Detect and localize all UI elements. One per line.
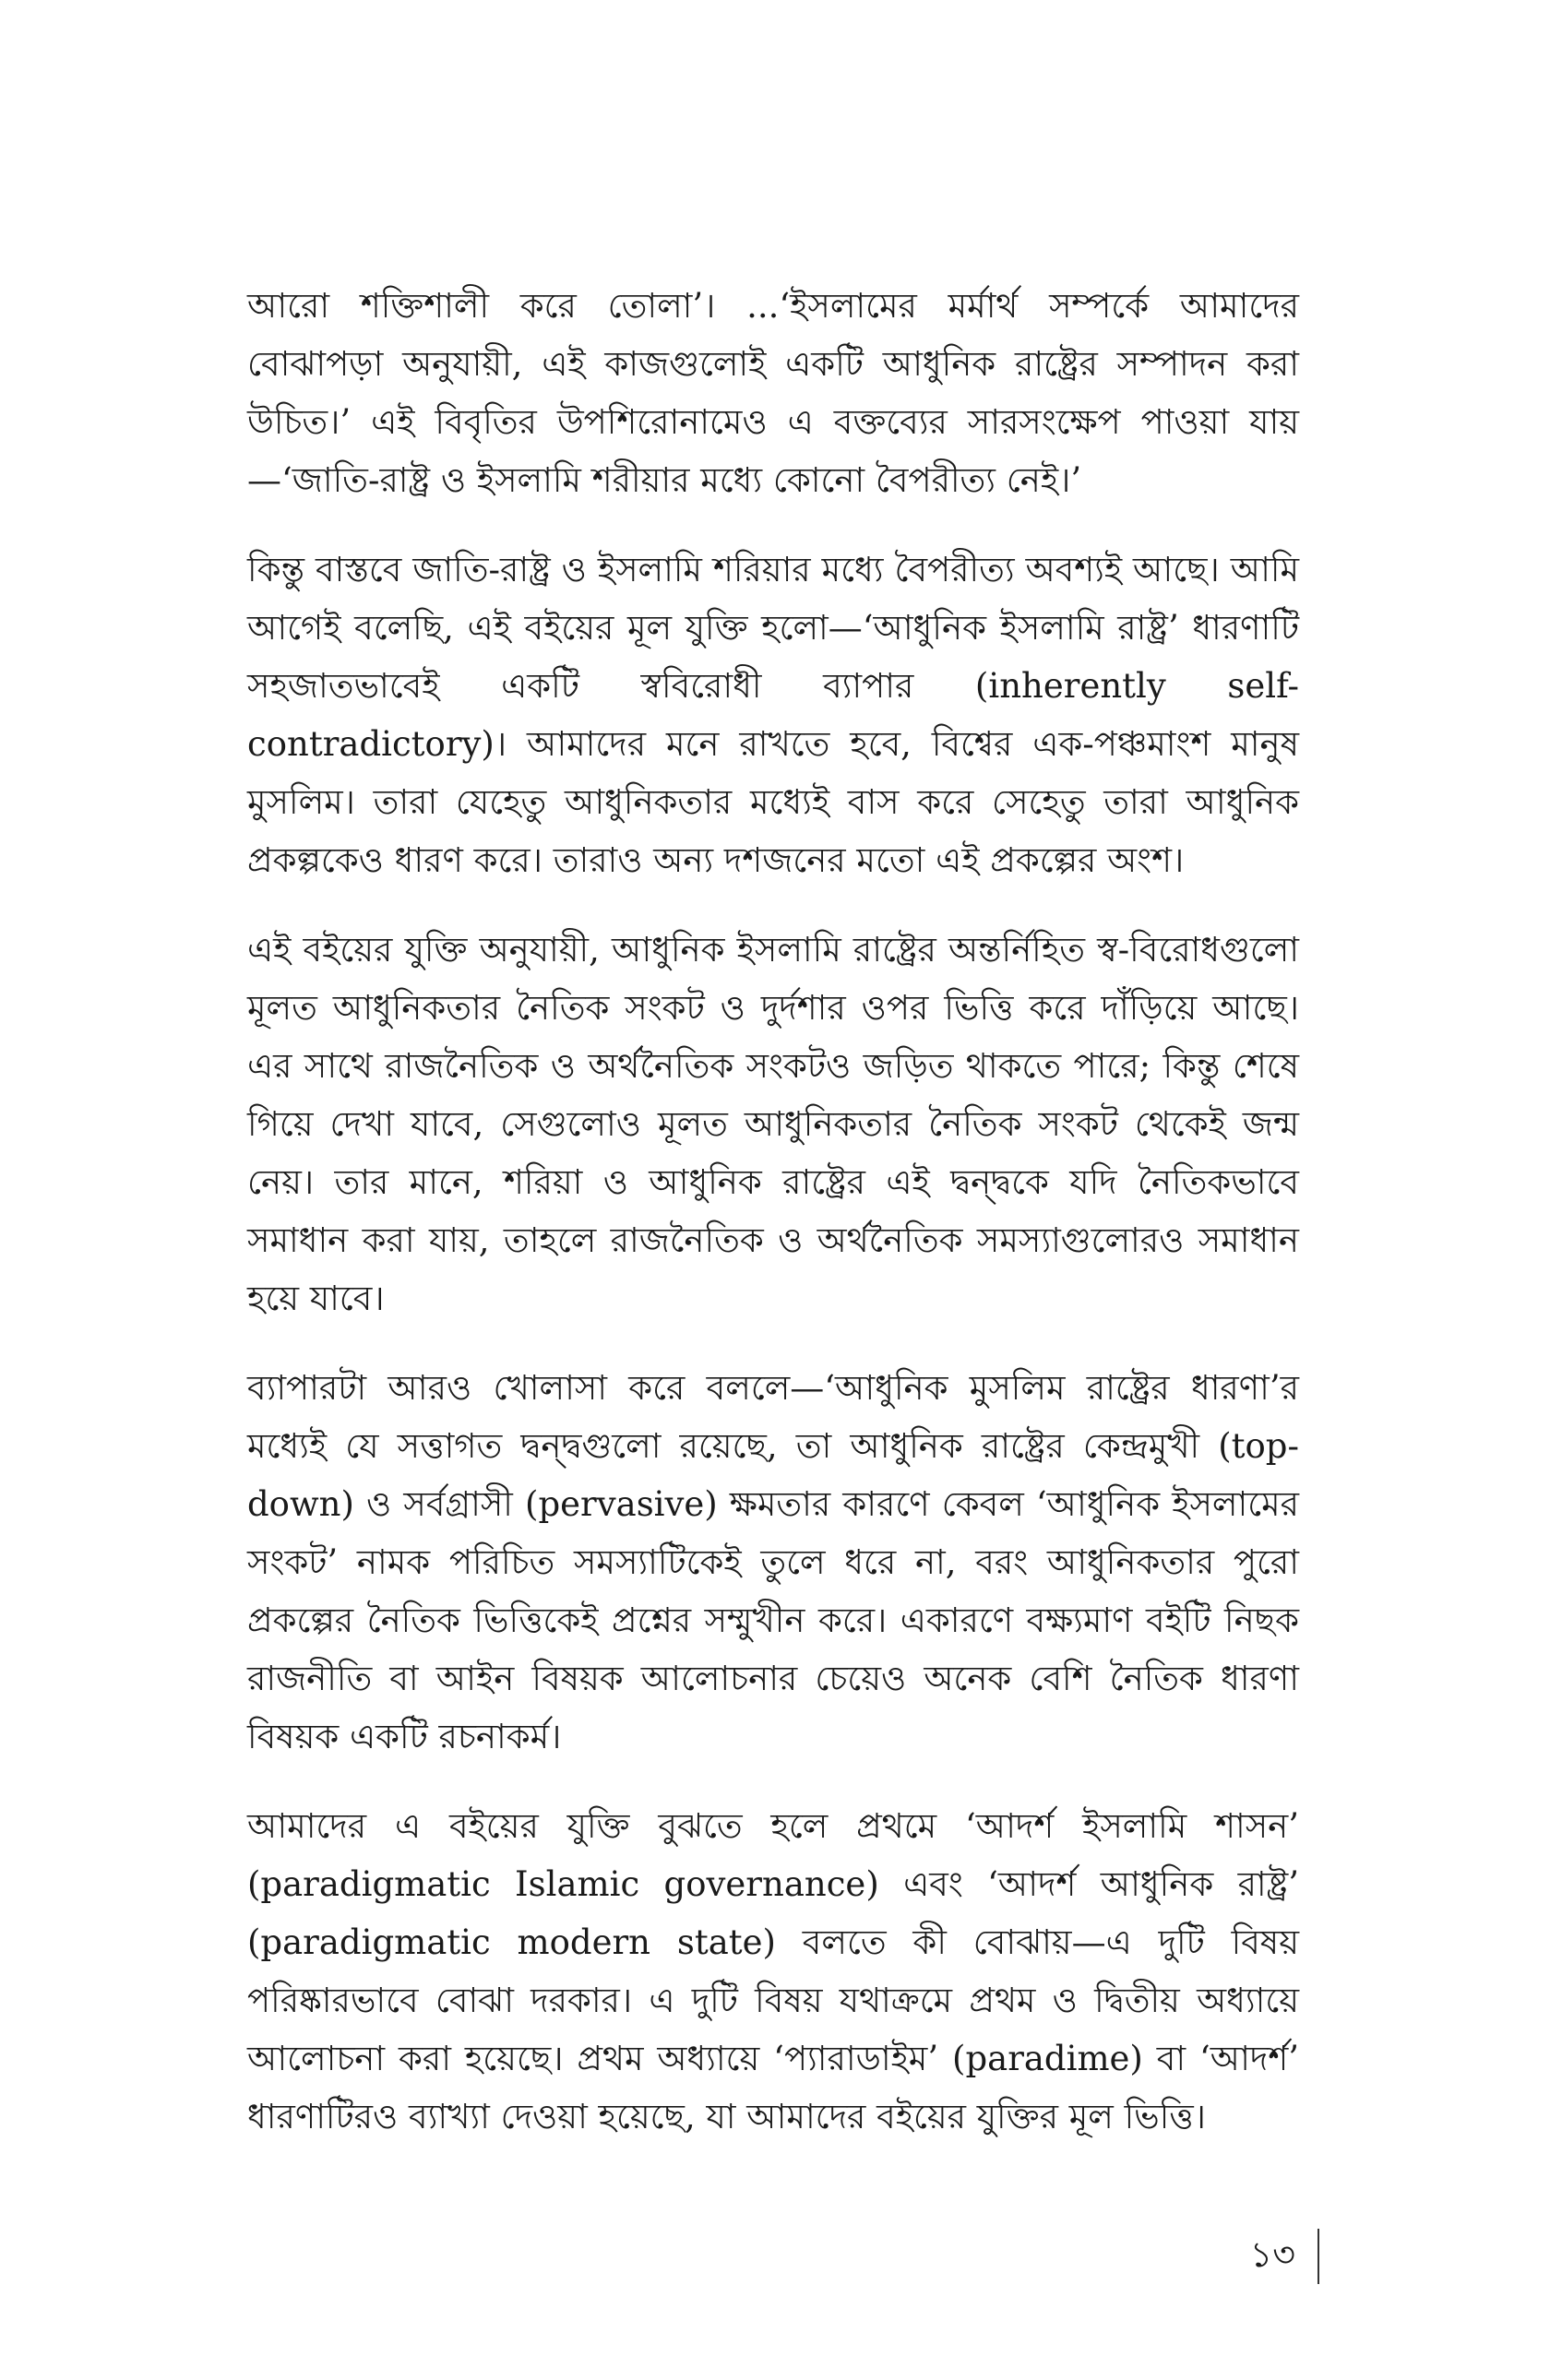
page-body [247, 277, 1299, 2177]
paragraph: এই বইয়ের যুক্তি অনুযায়ী, আধুনিক ইসলামি রাষ্ট্রের অন্তর্নিহিত স্ব-বিরোধগুলো মূলত আধুনিকতার নৈতিক সংকট ও দুর্দশার ওপর ভিত্তি করে দাঁড়িয়ে আছে। এর সাথে রাজনৈতিক ও অর্থনৈতিক সংকটও জড়িত থাকতে পারে; কিন্তু শেষে গিয়ে দেখা যাবে, সেগুলোও মূলত আধুনিকতার নৈতিক সংকট থেকেই জন্ম নেয়। তার মানে, শরিয়া ও আধুনিক রাষ্ট্রের এই দ্বন্দ্বকে যদি নৈতিকভাবে সমাধান করা যায়, তাহলে রাজনৈতিক ও অর্থনৈতিক সমস্যাগুলোরও সমাধান হয়ে যাবে। [247, 930, 1299, 1318]
paragraph: আরো শক্তিশালী করে তোলা’। ...‘ইসলামের মর্মার্থ সম্পর্কে আমাদের বোঝাপড়া অনুযায়ী, এই কাজগুলোই একটি আধুনিক রাষ্ট্রের সম্পাদন করা উচিত।’ এই বিবৃতির উপশিরোনামেও এ বক্তব্যের সারসংক্ষেপ পাওয়া যায়—‘জাতি-রাষ্ট্র ও ইসলামি শরীয়ার মধ্যে কোনো বৈপরীত্য নেই।’ [247, 286, 1299, 500]
paragraph: আমাদের এ বইয়ের যুক্তি বুঝতে হলে প্রথমে ‘আদর্শ ইসলামি শাসন’ (paradigmatic Islamic governance) এবং ‘আদর্শ আধুনিক রাষ্ট্র’ (paradigmatic modern state) বলতে কী বোঝায়—এ দুটি বিষয় পরিষ্কারভাবে বোঝা দরকার। এ দুটি বিষয় যথাক্রমে প্রথম ও দ্বিতীয় অধ্যায়ে আলোচনা করা হয়েছে। প্রথম অধ্যায়ে ‘প্যারাডাইম’ (paradime) বা ‘আদর্শ’ ধারণাটিরও ব্যাখ্যা দেওয়া হয়েছে, যা আমাদের বইয়ের যুক্তির মূল ভিত্তি। [247, 1806, 1299, 2136]
paragraph: কিন্তু বাস্তবে জাতি-রাষ্ট্র ও ইসলামি শরিয়ার মধ্যে বৈপরীত্য অবশ্যই আছে। আমি আগেই বলেছি, এই বইয়ের মূল যুক্তি হলো—‘আধুনিক ইসলামি রাষ্ট্র’ ধারণাটি সহজাতভাবেই একটি স্ববিরোধী ব্যাপার (inherently self-contradictory)। আমাদের মনে রাখতে হবে, বিশ্বের এক-পঞ্চমাংশ মানুষ মুসলিম। তারা যেহেতু আধুনিকতার মধ্যেই বাস করে সেহেতু তারা আধুনিক প্রকল্পকেও ধারণ করে। তারাও অন্য দশজনের মতো এই প্রকল্পের অংশ। [247, 550, 1299, 880]
paragraph: ব্যাপারটা আরও খোলাসা করে বললে—‘আধুনিক মুসলিম রাষ্ট্রের ধারণা’র মধ্যেই যে সত্তাগত দ্বন্দ্বগুলো রয়েছে, তা আধুনিক রাষ্ট্রের কেন্দ্রমুখী (top-down) ও সর্বগ্রাসী (pervasive) ক্ষমতার কারণে কেবল ‘আধুনিক ইসলামের সংকট’ নামক পরিচিত সমস্যাটিকেই তুলে ধরে না, বরং আধুনিকতার পুরো প্রকল্পের নৈতিক ভিত্তিকেই প্রশ্নের সম্মুখীন করে। একারণে বক্ষ্যমাণ বইটি নিছক রাজনীতি বা আইন বিষয়ক আলোচনার চেয়েও অনেক বেশি নৈতিক ধারণা বিষয়ক একটি রচনাকর্ম। [247, 1368, 1299, 1756]
page-number-divider [1318, 2229, 1319, 2284]
page-number: ১৩ [1249, 2234, 1295, 2275]
page-footer [1218, 2225, 1319, 2284]
